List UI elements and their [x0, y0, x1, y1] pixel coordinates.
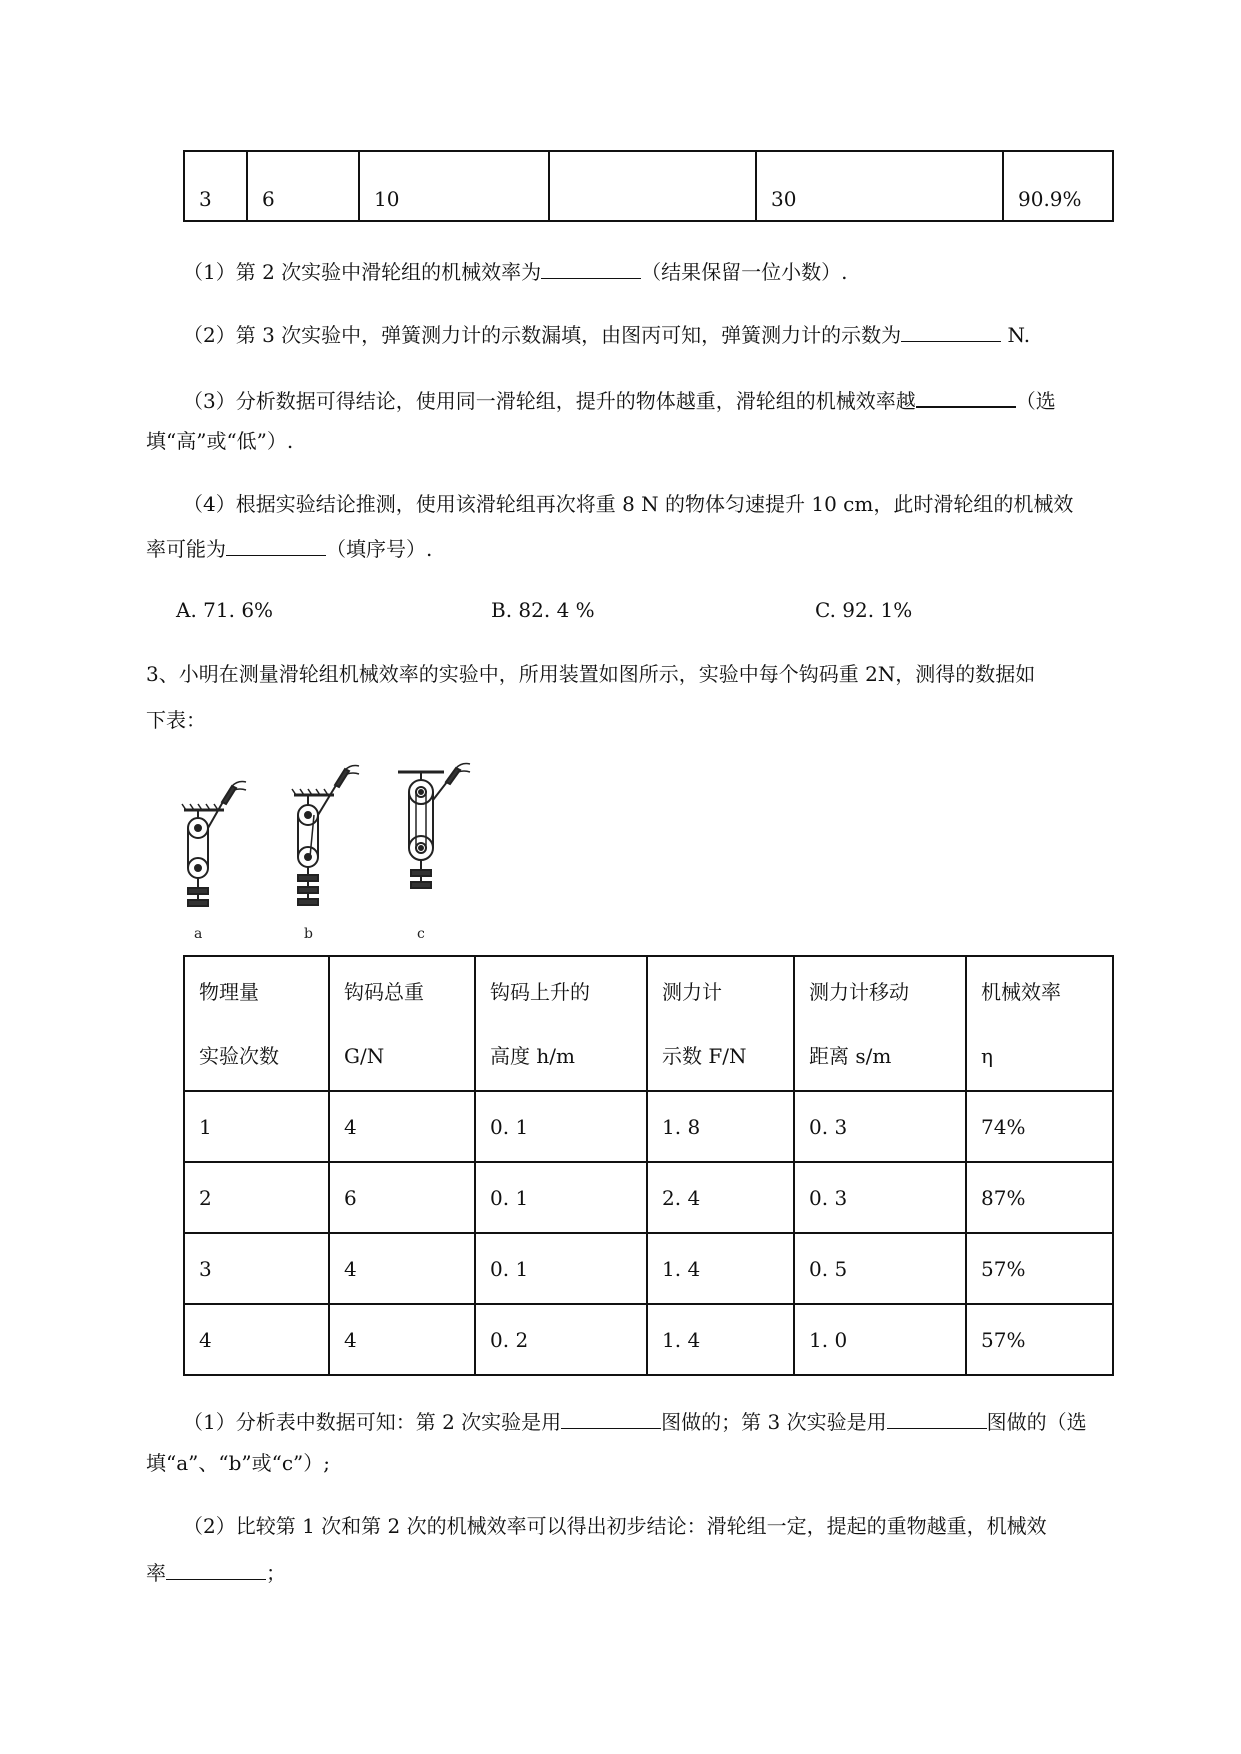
q3-intro-line1: 3、小明在测量滑轮组机械效率的实验中，所用装置如图所示，实验中每个钩码重 2N，测得的数据如 — [146, 662, 1036, 686]
table-cell: 1 — [184, 1091, 329, 1162]
table-cell — [549, 151, 756, 221]
table-cell: 74% — [966, 1091, 1113, 1162]
table-row — [184, 1304, 1113, 1375]
table-cell: 6 — [329, 1162, 475, 1233]
pulley-figure-a — [182, 782, 246, 907]
table-cell: 30 — [756, 151, 1003, 221]
experiment-data-table — [183, 955, 1114, 1376]
q2-part4-line2 — [146, 533, 432, 563]
table-cell: 90.9% — [1003, 151, 1113, 221]
answer-blank — [901, 319, 1001, 342]
figure-label-c: c — [417, 926, 425, 942]
table-cell: 0. 2 — [475, 1304, 647, 1375]
q3-part1-mid: 图做的；第 3 次实验是用 — [661, 1410, 887, 1434]
q2-part4-tail: （填序号）. — [326, 537, 433, 561]
q3-part2-line1: （2）比较第 1 次和第 2 次的机械效率可以得出初步结论：滑轮组一定，提起的重物越重，机械效 — [183, 1514, 1047, 1538]
q2-part2-text: （2）第 3 次实验中，弹簧测力计的示数漏填，由图丙可知，弹簧测力计的示数为 — [183, 323, 902, 347]
figure-label-a: a — [194, 926, 203, 942]
q2-part4-text: 率可能为 — [146, 537, 226, 561]
answer-blank — [916, 384, 1016, 408]
header-cell: 机械效率 η — [966, 956, 1113, 1091]
table-cell: 0. 3 — [794, 1162, 966, 1233]
table-cell: 1. 8 — [647, 1091, 794, 1162]
table-row — [184, 1091, 1113, 1162]
q2-part1 — [183, 256, 848, 286]
q3-part2-line2 — [146, 1557, 286, 1587]
table-cell: 3 — [184, 1233, 329, 1304]
q2-part3-line1 — [183, 384, 1056, 415]
table-cell: 4 — [329, 1233, 475, 1304]
option-a: A. 71. 6% — [176, 598, 274, 622]
table-cell: 6 — [247, 151, 359, 221]
q2-part1-text: （1）第 2 次实验中滑轮组的机械效率为 — [183, 260, 542, 284]
q3-part2-tail: ； — [266, 1561, 286, 1585]
q2-part3-text: （3）分析数据可得结论，使用同一滑轮组，提升的物体越重，滑轮组的机械效率越 — [183, 389, 916, 413]
table-row — [184, 151, 1113, 221]
q3-part1-tail: 图做的（选 — [986, 1410, 1087, 1434]
q2-part1-tail: （结果保留一位小数）. — [641, 260, 848, 284]
table-cell: 1. 4 — [647, 1304, 794, 1375]
answer-blank — [561, 1406, 661, 1429]
q2-part2-tail: N. — [1001, 323, 1031, 347]
table-cell: 0. 1 — [475, 1162, 647, 1233]
q3-part2-text: 率 — [146, 1561, 166, 1585]
q2-part3-tail: （选 — [1015, 389, 1056, 413]
answer-blank — [226, 533, 326, 556]
table-cell: 1. 4 — [647, 1233, 794, 1304]
q2-part2 — [183, 319, 1030, 349]
table-cell: 3 — [184, 151, 247, 221]
figure-label-b: b — [304, 926, 313, 942]
pulley-figure-c — [398, 764, 470, 889]
answer-blank — [541, 256, 641, 279]
table-header-row — [184, 956, 1113, 1091]
pulley-figure-b — [292, 766, 359, 906]
table-cell: 0. 1 — [475, 1233, 647, 1304]
pulley-figures — [178, 760, 518, 945]
table-cell: 4 — [329, 1091, 475, 1162]
q2-part3-line2: 填“高”或“低”）. — [146, 429, 294, 453]
table-cell: 0. 5 — [794, 1233, 966, 1304]
q3-part1-text: （1）分析表中数据可知：第 2 次实验是用 — [183, 1410, 562, 1434]
answer-blank — [166, 1557, 266, 1580]
top-data-table — [183, 150, 1114, 222]
table-cell: 0. 3 — [794, 1091, 966, 1162]
table-row — [184, 1233, 1113, 1304]
q3-part1-line2: 填“a”、“b”或“c”）; — [146, 1451, 331, 1475]
table-cell: 10 — [359, 151, 549, 221]
q3-part1-line1 — [183, 1406, 1087, 1436]
table-cell: 57% — [966, 1304, 1113, 1375]
option-c: C. 92. 1% — [815, 598, 913, 622]
table-cell: 4 — [184, 1304, 329, 1375]
table-cell: 4 — [329, 1304, 475, 1375]
table-row — [184, 1162, 1113, 1233]
table-cell: 57% — [966, 1233, 1113, 1304]
answer-blank — [887, 1406, 987, 1429]
q2-part4-line1: （4）根据实验结论推测，使用该滑轮组再次将重 8 N 的物体匀速提升 10 cm，此时滑轮组的机械效 — [183, 492, 1074, 516]
table-cell: 2. 4 — [647, 1162, 794, 1233]
q3-intro-line2: 下表： — [146, 708, 206, 732]
header-cell: 测力计移动 距离 s/m — [794, 956, 966, 1091]
header-cell: 钩码上升的 高度 h/m — [475, 956, 647, 1091]
header-cell: 测力计 示数 F/N — [647, 956, 794, 1091]
table-cell: 0. 1 — [475, 1091, 647, 1162]
header-cell: 物理量 实验次数 — [184, 956, 329, 1091]
table-cell: 1. 0 — [794, 1304, 966, 1375]
table-cell: 87% — [966, 1162, 1113, 1233]
table-cell: 2 — [184, 1162, 329, 1233]
option-b: B. 82. 4 % — [491, 598, 595, 622]
header-cell: 钩码总重 G/N — [329, 956, 475, 1091]
